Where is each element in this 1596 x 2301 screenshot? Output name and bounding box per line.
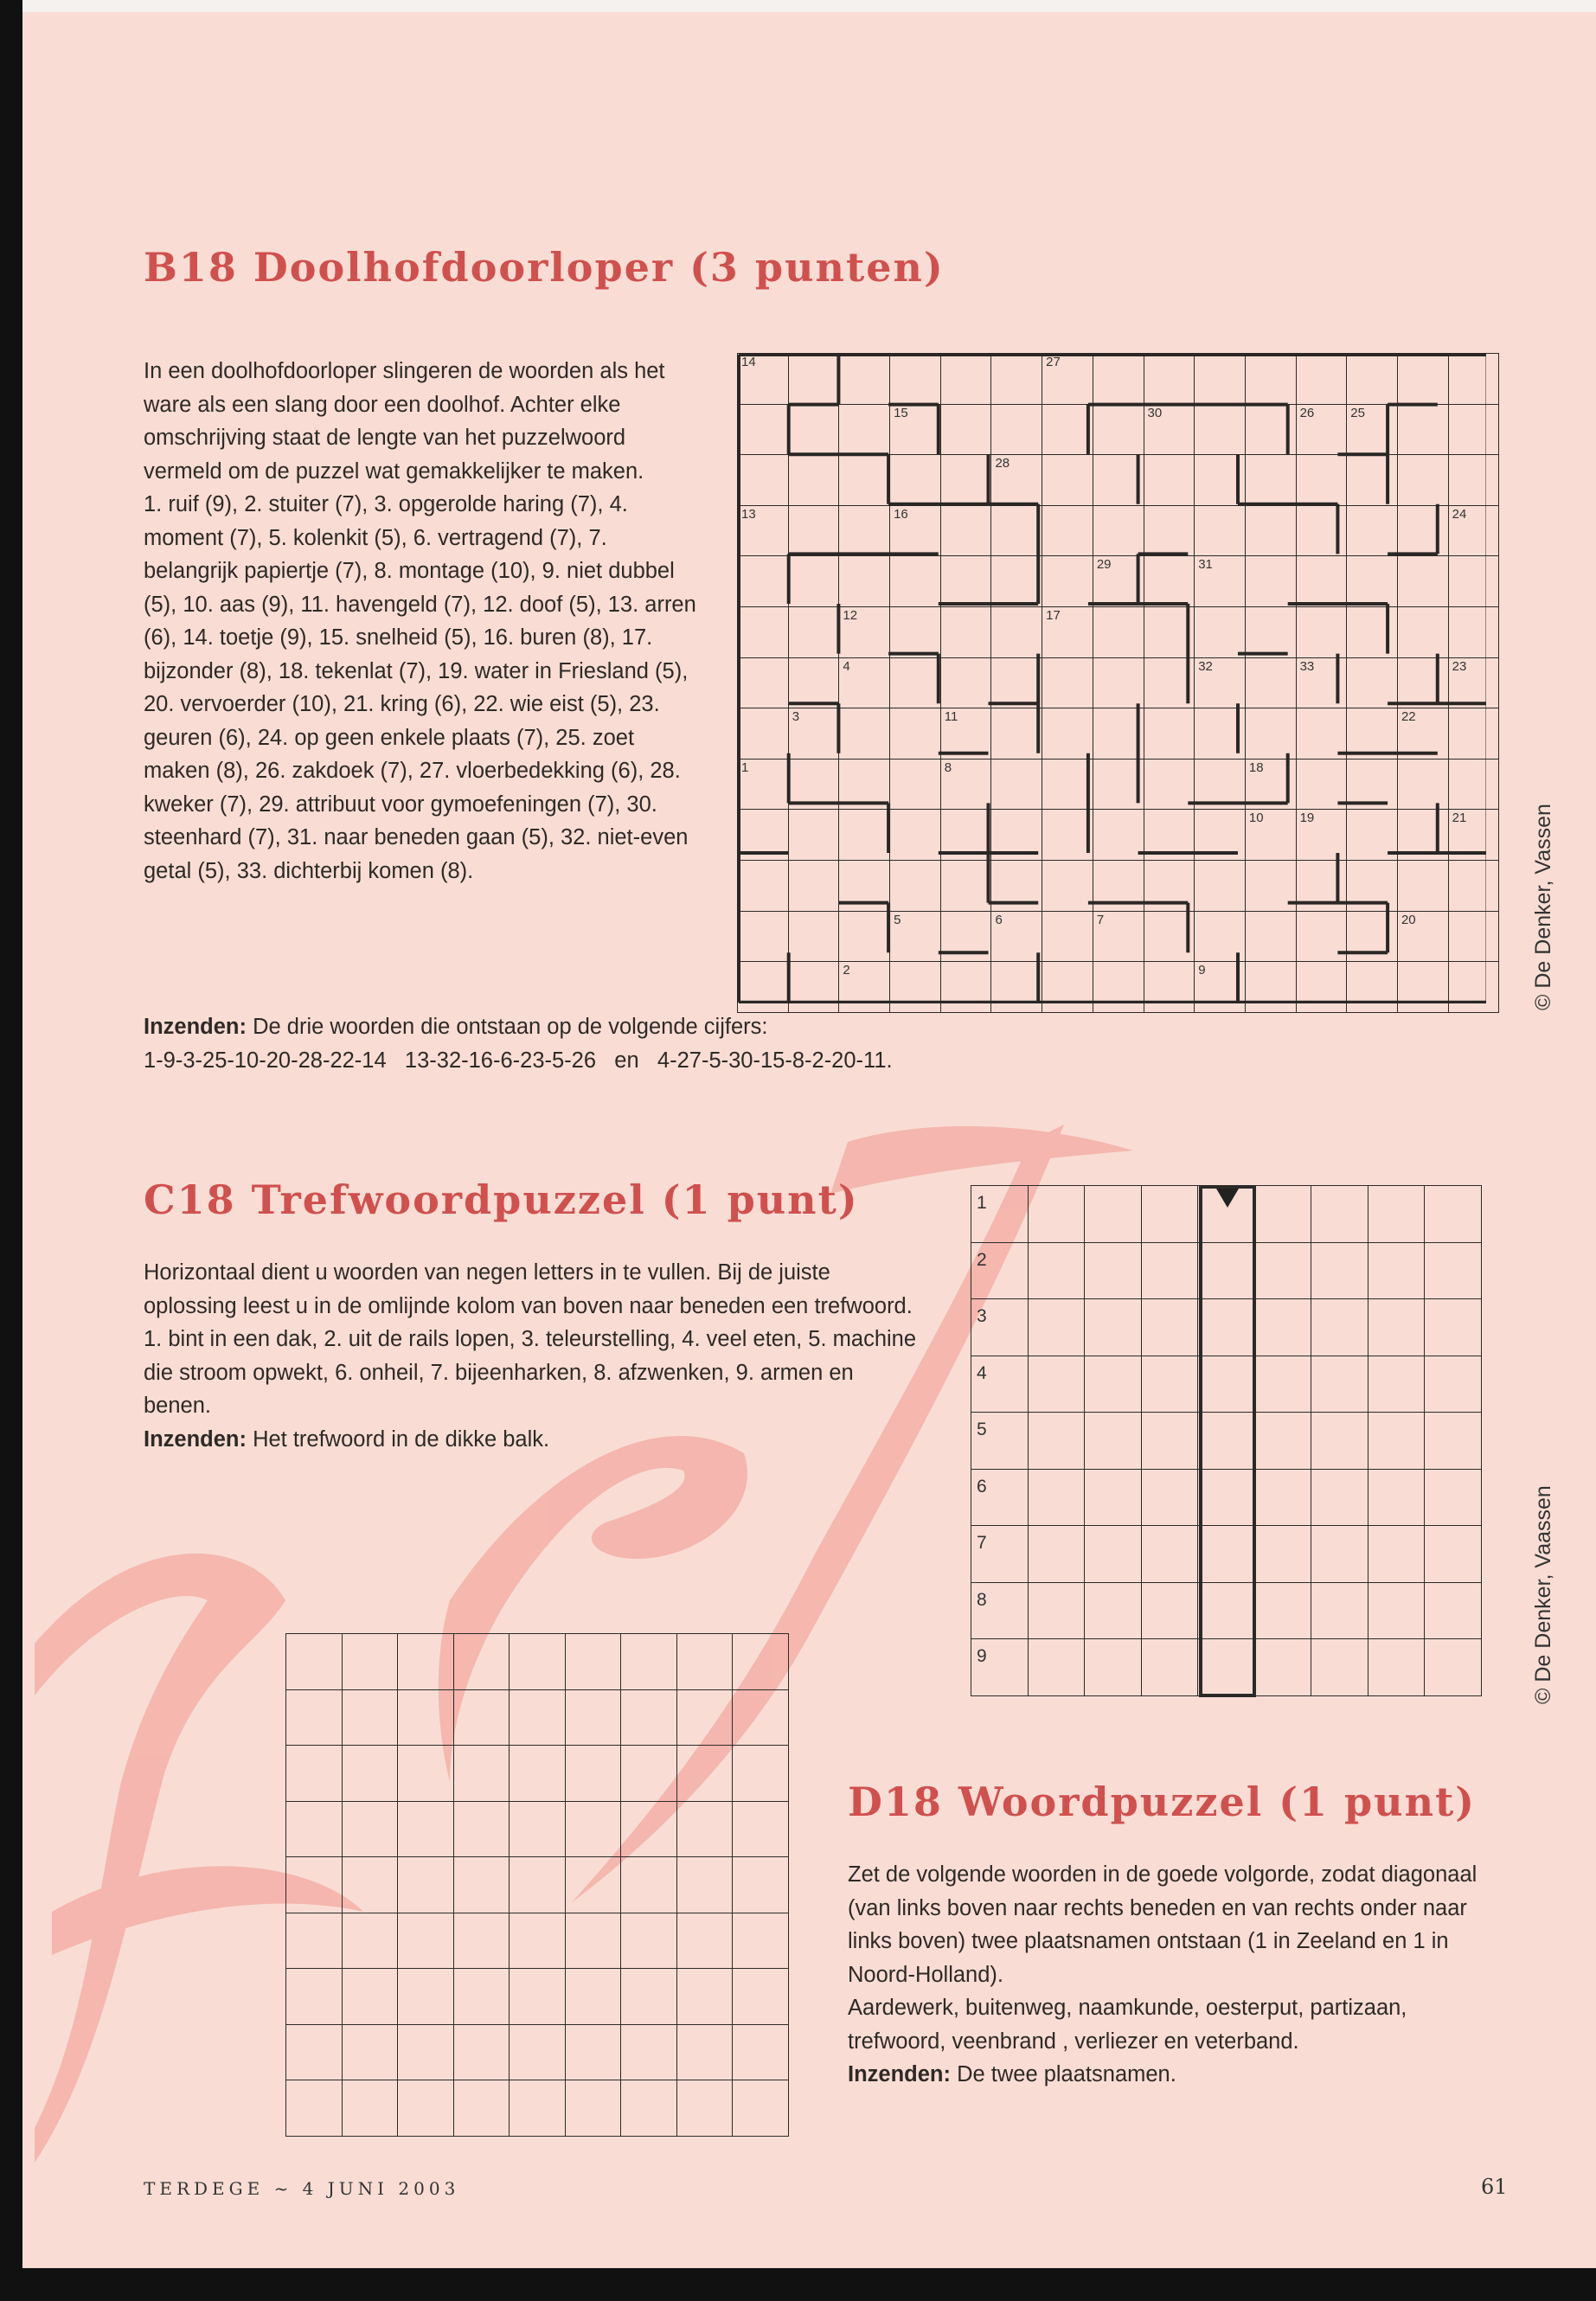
b18-submit-text: De drie woorden die ontstaan op de volgende cijfers: <box>247 1015 768 1039</box>
tref-cell[interactable] <box>1028 1526 1085 1583</box>
woord-cell[interactable] <box>621 2080 677 2137</box>
tref-cell[interactable] <box>1085 1186 1142 1243</box>
maze-cell-number: 8 <box>944 760 952 775</box>
tref-cell[interactable] <box>1141 1413 1198 1470</box>
woord-cell[interactable] <box>453 1801 510 1857</box>
maze-cell-number: 15 <box>894 405 908 420</box>
tref-cell[interactable] <box>1198 1242 1255 1299</box>
maze-cell-number: 7 <box>1096 912 1105 927</box>
maze-cell-number: 22 <box>1401 709 1416 725</box>
tref-row-number: 3 <box>977 1306 987 1326</box>
maze-cell-number: 21 <box>1452 811 1467 826</box>
tref-cell[interactable] <box>1028 1469 1085 1526</box>
maze-cell-number: 31 <box>1198 557 1213 573</box>
woord-cell[interactable] <box>342 1913 398 1969</box>
woord-cell[interactable] <box>565 1689 621 1746</box>
tref-cell[interactable] <box>971 1356 1029 1413</box>
tref-cell[interactable] <box>1141 1582 1198 1639</box>
tref-cell[interactable] <box>1254 1639 1311 1696</box>
tref-cell[interactable] <box>1198 1413 1255 1470</box>
woord-cell[interactable] <box>565 1969 621 2025</box>
tref-cell[interactable] <box>1028 1413 1085 1470</box>
tref-cell[interactable] <box>971 1469 1029 1526</box>
woord-cell[interactable] <box>733 1857 789 1913</box>
maze-cell-number: 27 <box>1046 355 1061 369</box>
woord-cell[interactable] <box>621 1746 677 1802</box>
tref-cell[interactable] <box>971 1186 1029 1243</box>
tref-cell[interactable] <box>1198 1526 1255 1583</box>
tref-cell[interactable] <box>971 1582 1029 1639</box>
tref-cell[interactable] <box>1254 1469 1311 1526</box>
woord-cell[interactable] <box>510 1857 566 1913</box>
c18-intro: Horizontaal dient u woorden van negen letters in te vullen. Bij de juiste oplossing leest u in de omlijnde kolom van boven naar beneden een trefwoord. <box>144 1260 913 1318</box>
tref-cell[interactable] <box>1085 1242 1142 1299</box>
tref-cell[interactable] <box>1141 1639 1198 1696</box>
woord-cell[interactable] <box>733 1969 789 2025</box>
woord-cell[interactable] <box>453 1969 510 2025</box>
c18-grid[interactable] <box>971 1185 1482 1696</box>
maze-cell-number: 28 <box>995 456 1010 471</box>
woord-cell[interactable] <box>733 1634 789 1690</box>
woord-cell[interactable] <box>676 1913 733 1969</box>
woord-cell[interactable] <box>398 1857 454 1913</box>
woord-cell[interactable] <box>286 1689 343 1746</box>
tref-cell[interactable] <box>1425 1299 1482 1356</box>
tref-cell[interactable] <box>1368 1639 1425 1696</box>
d18-text <box>848 1858 1479 2092</box>
tref-cell[interactable] <box>971 1299 1029 1356</box>
tref-cell[interactable] <box>1368 1469 1425 1526</box>
woord-cell[interactable] <box>453 1634 510 1690</box>
maze-cell-number: 20 <box>1401 912 1416 927</box>
maze-cell-number: 18 <box>1248 760 1264 775</box>
woord-cell[interactable] <box>342 1969 398 2025</box>
woord-cell[interactable] <box>565 1746 621 1802</box>
tref-cell[interactable] <box>1368 1299 1425 1356</box>
woord-cell[interactable] <box>733 1746 789 1802</box>
tref-cell[interactable] <box>1028 1299 1085 1356</box>
woord-cell[interactable] <box>676 1634 733 1690</box>
tref-cell[interactable] <box>1141 1356 1198 1413</box>
tref-cell[interactable] <box>1311 1526 1368 1583</box>
c18-submit-label: Inzenden: <box>144 1426 247 1452</box>
woord-cell[interactable] <box>453 2080 510 2137</box>
arrow-down-icon <box>1215 1187 1240 1209</box>
b18-intro: In een doolhofdoorloper slingeren de woorden als het ware als een slang door een doolhof. Achter elke omschrijving staat de lengte van het puzzelwoord vermeld om de puzzel wat gemakkelijker te maken. <box>144 359 665 484</box>
tref-cell[interactable] <box>1311 1413 1368 1470</box>
tref-cell[interactable] <box>1425 1526 1482 1583</box>
woord-cell[interactable] <box>342 1857 398 1913</box>
tref-cell[interactable] <box>1141 1186 1198 1243</box>
woord-cell[interactable] <box>510 1969 566 2025</box>
tref-cell[interactable] <box>1425 1582 1482 1639</box>
tref-cell[interactable] <box>1311 1299 1368 1356</box>
woord-cell[interactable] <box>398 1689 454 1746</box>
tref-cell[interactable] <box>1085 1413 1142 1470</box>
tref-cell[interactable] <box>1085 1356 1142 1413</box>
tref-cell[interactable] <box>1368 1413 1425 1470</box>
b18-submit-label: Inzenden: <box>144 1015 247 1039</box>
woord-cell[interactable] <box>510 2080 566 2137</box>
woord-cell[interactable] <box>621 1857 677 1913</box>
woord-cell[interactable] <box>733 2080 789 2137</box>
tref-cell[interactable] <box>1028 1242 1085 1299</box>
magazine-footer: TERDEGE ~ 4 JUNI 2003 <box>144 2178 460 2199</box>
woord-cell[interactable] <box>510 1801 566 1857</box>
maze-cell-number: 24 <box>1452 506 1467 522</box>
woord-cell[interactable] <box>676 1801 733 1857</box>
woord-cell[interactable] <box>510 1746 566 1802</box>
d18-title: D18 Woordpuzzel (1 punt) <box>848 1779 1477 1825</box>
d18-intro: Zet de volgende woorden in de goede volgorde, zodat diagonaal (van links boven naar rechts beneden en van rechts onder naar links boven) twee plaatsnamen ontstaan (1 in Zeeland en 1 in Noord-Holland). <box>848 1862 1477 1987</box>
woord-cell[interactable] <box>621 1801 677 1857</box>
tref-cell[interactable] <box>1198 1469 1255 1526</box>
woord-cell[interactable] <box>676 2080 733 2137</box>
b18-submit <box>144 1010 1009 1077</box>
maze-cell-number: 11 <box>944 709 958 725</box>
tref-cell[interactable] <box>1028 1356 1085 1413</box>
tref-cell[interactable] <box>1085 1582 1142 1639</box>
woord-cell[interactable] <box>286 1913 343 1969</box>
woord-cell[interactable] <box>510 2024 566 2080</box>
c18-text <box>144 1256 922 1456</box>
woord-cell[interactable] <box>286 1746 343 1802</box>
tref-cell[interactable] <box>1425 1242 1482 1299</box>
maze-cell-number: 10 <box>1248 811 1264 826</box>
woord-cell[interactable] <box>621 1634 677 1690</box>
woord-cell[interactable] <box>565 1913 621 1969</box>
tref-cell[interactable] <box>1311 1242 1368 1299</box>
b18-maze-grid[interactable] <box>737 353 1499 1013</box>
woord-cell[interactable] <box>398 1969 454 2025</box>
b18-text <box>144 355 706 888</box>
tref-cell[interactable] <box>1085 1639 1142 1696</box>
woord-cell[interactable] <box>565 2080 621 2137</box>
maze-cell-number: 9 <box>1198 963 1206 978</box>
maze-cell-number: 32 <box>1198 658 1213 674</box>
c18-submit-text: Het trefwoord in de dikke balk. <box>247 1426 550 1452</box>
page-number: 61 <box>1481 2175 1508 2199</box>
woord-cell[interactable] <box>621 1689 677 1746</box>
woord-cell[interactable] <box>733 1913 789 1969</box>
tref-row-number: 9 <box>977 1646 987 1666</box>
maze-cell-number: 19 <box>1299 811 1315 826</box>
woord-cell[interactable] <box>453 1913 510 1969</box>
maze-cell-number: 5 <box>894 912 901 927</box>
woord-cell[interactable] <box>510 1913 566 1969</box>
tref-cell[interactable] <box>1254 1582 1311 1639</box>
woord-cell[interactable] <box>342 1689 398 1746</box>
tref-cell[interactable] <box>1198 1639 1255 1696</box>
b18-credit: © De Denker, Vassen <box>1531 804 1555 1010</box>
d18-submit-text: De twee plaatsnamen. <box>951 2062 1176 2086</box>
c18-clues: 1. bint in een dak, 2. uit de rails lopen, 3. teleurstelling, 4. veel eten, 5. machine die stroom opwekt, 6. onheil, 7. bijeenharken, 8. afzwenken, 9. armen en benen. <box>144 1327 917 1418</box>
tref-cell[interactable] <box>1254 1413 1311 1470</box>
tref-cell[interactable] <box>1028 1582 1085 1639</box>
tref-cell[interactable] <box>1254 1356 1311 1413</box>
woord-cell[interactable] <box>398 1913 454 1969</box>
woord-cell[interactable] <box>398 1801 454 1857</box>
woord-cell[interactable] <box>676 2024 733 2080</box>
woord-cell[interactable] <box>565 1801 621 1857</box>
maze-cell-number: 6 <box>995 912 1003 927</box>
tref-cell[interactable] <box>1425 1413 1482 1470</box>
tref-row-number: 5 <box>977 1420 987 1439</box>
woord-cell[interactable] <box>286 1801 343 1857</box>
woord-cell[interactable] <box>286 1634 343 1690</box>
woord-cell[interactable] <box>286 1969 343 2025</box>
woord-cell[interactable] <box>342 1634 398 1690</box>
woord-cell[interactable] <box>453 1857 510 1913</box>
tref-cell[interactable] <box>1198 1299 1255 1356</box>
tref-cell[interactable] <box>1368 1242 1425 1299</box>
tref-cell[interactable] <box>1368 1186 1425 1243</box>
maze-cell-number: 25 <box>1350 405 1365 420</box>
tref-cell[interactable] <box>1425 1469 1482 1526</box>
maze-cell-number: 13 <box>741 506 756 522</box>
woord-cell[interactable] <box>398 2024 454 2080</box>
d18-submit-label: Inzenden: <box>848 2062 951 2086</box>
woord-cell[interactable] <box>733 1801 789 1857</box>
woord-cell[interactable] <box>676 1969 733 2025</box>
woord-cell[interactable] <box>565 2024 621 2080</box>
tref-cell[interactable] <box>1311 1186 1368 1243</box>
woord-cell[interactable] <box>510 1689 566 1746</box>
woord-cell[interactable] <box>342 1801 398 1857</box>
bottom-scan-edge <box>0 2268 1596 2301</box>
maze-cell-number: 30 <box>1147 405 1163 420</box>
tref-row-number: 8 <box>977 1589 987 1610</box>
woord-cell[interactable] <box>676 1857 733 1913</box>
tref-cell[interactable] <box>1368 1356 1425 1413</box>
tref-cell[interactable] <box>1425 1639 1482 1696</box>
tref-cell[interactable] <box>1141 1242 1198 1299</box>
woord-cell[interactable] <box>453 2024 510 2080</box>
tref-cell[interactable] <box>1141 1526 1198 1583</box>
tref-cell[interactable] <box>971 1526 1029 1583</box>
maze-cell-number: 4 <box>843 658 850 674</box>
tref-cell[interactable] <box>1141 1299 1198 1356</box>
woord-cell[interactable] <box>565 1857 621 1913</box>
tref-row-number: 4 <box>977 1362 987 1383</box>
woord-cell[interactable] <box>342 1746 398 1802</box>
tref-cell[interactable] <box>1254 1242 1311 1299</box>
tref-cell[interactable] <box>1311 1639 1368 1696</box>
tref-cell[interactable] <box>1311 1582 1368 1639</box>
woord-cell[interactable] <box>286 2080 343 2137</box>
tref-cell[interactable] <box>1425 1186 1482 1243</box>
tref-cell[interactable] <box>1141 1469 1198 1526</box>
tref-cell[interactable] <box>971 1242 1029 1299</box>
maze-cell-number: 17 <box>1046 607 1061 623</box>
tref-cell[interactable] <box>1028 1639 1085 1696</box>
maze-cell-number: 23 <box>1452 658 1467 674</box>
tref-cell[interactable] <box>1311 1356 1368 1413</box>
woord-cell[interactable] <box>398 1634 454 1690</box>
woord-cell[interactable] <box>510 1634 566 1690</box>
tref-cell[interactable] <box>1254 1526 1311 1583</box>
tref-cell[interactable] <box>1368 1526 1425 1583</box>
woord-cell[interactable] <box>621 2024 677 2080</box>
tref-cell[interactable] <box>1198 1582 1255 1639</box>
maze-cell-number: 26 <box>1299 405 1315 420</box>
woord-cell[interactable] <box>342 2024 398 2080</box>
b18-clues: 1. ruif (9), 2. stuiter (7), 3. opgerolde haring (7), 4. moment (7), 5. kolenkit (5), 6. vertragend (7), 7. belangrijk papiertje (7), 8. montage (10), 9. niet dubbel (5), 10. aas (9), 11. havengeld (7), 12. doof (5), 13. arren (6), 14. toetje (9), 15. snelheid (5), 16. buren (8), 17. bijzonder (8), 18. tekenlat (7), 19. water in Friesland (5), 20. vervoerder (10), 21. kring (6), 22. wie eist (5), 23. geuren (6), 24. op geen enkele plaats (7), 25. zoet maken (8), 26. zakdoek (7), 27. vloerbedekking (6), 28. kweker (7), 29. attribuut voor gymoefeningen (7), 30. steenhard (7), 31. naar beneden gaan (5), 32. niet-even getal (5), 33. dichterbij komen (8). <box>144 492 696 883</box>
tref-row-number: 7 <box>977 1533 987 1553</box>
woord-cell[interactable] <box>676 1746 733 1802</box>
tref-cell[interactable] <box>971 1413 1029 1470</box>
woord-cell[interactable] <box>621 1913 677 1969</box>
d18-words: Aardewerk, buitenweg, naamkunde, oesterput, partizaan, trefwoord, veenbrand , verliezer en veterband. <box>848 1996 1407 2054</box>
c18-credit: © De Denker, Vaassen <box>1531 1485 1555 1704</box>
b18-submit-codes: 1-9-3-25-10-20-28-22-14 13-32-16-6-23-5-26 en 4-27-5-30-15-8-2-20-11. <box>144 1048 893 1073</box>
maze-cell-number: 29 <box>1096 557 1112 573</box>
woord-cell[interactable] <box>453 1689 510 1746</box>
maze-cell-number: 33 <box>1299 658 1315 674</box>
maze-cell-number: 14 <box>741 355 756 369</box>
woord-cell[interactable] <box>621 1969 677 2025</box>
tref-cell[interactable] <box>1311 1469 1368 1526</box>
maze-cell-number: 3 <box>792 709 800 725</box>
maze-cell-number: 12 <box>843 607 858 623</box>
woord-cell[interactable] <box>286 2024 343 2080</box>
woord-cell[interactable] <box>676 1689 733 1746</box>
tref-cell[interactable] <box>1085 1469 1142 1526</box>
maze-cell-number: 2 <box>843 963 850 978</box>
tref-row-number: 1 <box>977 1193 987 1213</box>
woord-cell[interactable] <box>733 2024 789 2080</box>
woord-cell[interactable] <box>286 1857 343 1913</box>
maze-cell-number: 16 <box>894 506 908 522</box>
c18-title: C18 Trefwoordpuzzel (1 punt) <box>144 1176 859 1223</box>
b18-maze-walls <box>737 353 1486 1003</box>
maze-cell-number: 1 <box>741 760 749 775</box>
tref-cell[interactable] <box>1085 1299 1142 1356</box>
woord-cell[interactable] <box>398 1746 454 1802</box>
woord-cell[interactable] <box>565 1634 621 1690</box>
woord-cell[interactable] <box>453 1746 510 1802</box>
woord-cell[interactable] <box>733 1689 789 1746</box>
tref-row-number: 6 <box>977 1476 987 1497</box>
tref-cell[interactable] <box>1368 1582 1425 1639</box>
tref-cell[interactable] <box>1028 1186 1085 1243</box>
tref-row-number: 2 <box>977 1249 987 1270</box>
tref-cell[interactable] <box>1425 1356 1482 1413</box>
woord-cell[interactable] <box>398 2080 454 2137</box>
b18-title: B18 Doolhofdoorloper (3 punten) <box>144 244 945 291</box>
d18-grid[interactable] <box>285 1633 789 2137</box>
tref-cell[interactable] <box>1254 1186 1311 1243</box>
tref-cell[interactable] <box>1254 1299 1311 1356</box>
tref-cell[interactable] <box>1198 1356 1255 1413</box>
tref-cell[interactable] <box>971 1639 1029 1696</box>
woord-cell[interactable] <box>342 2080 398 2137</box>
tref-cell[interactable] <box>1085 1526 1142 1583</box>
